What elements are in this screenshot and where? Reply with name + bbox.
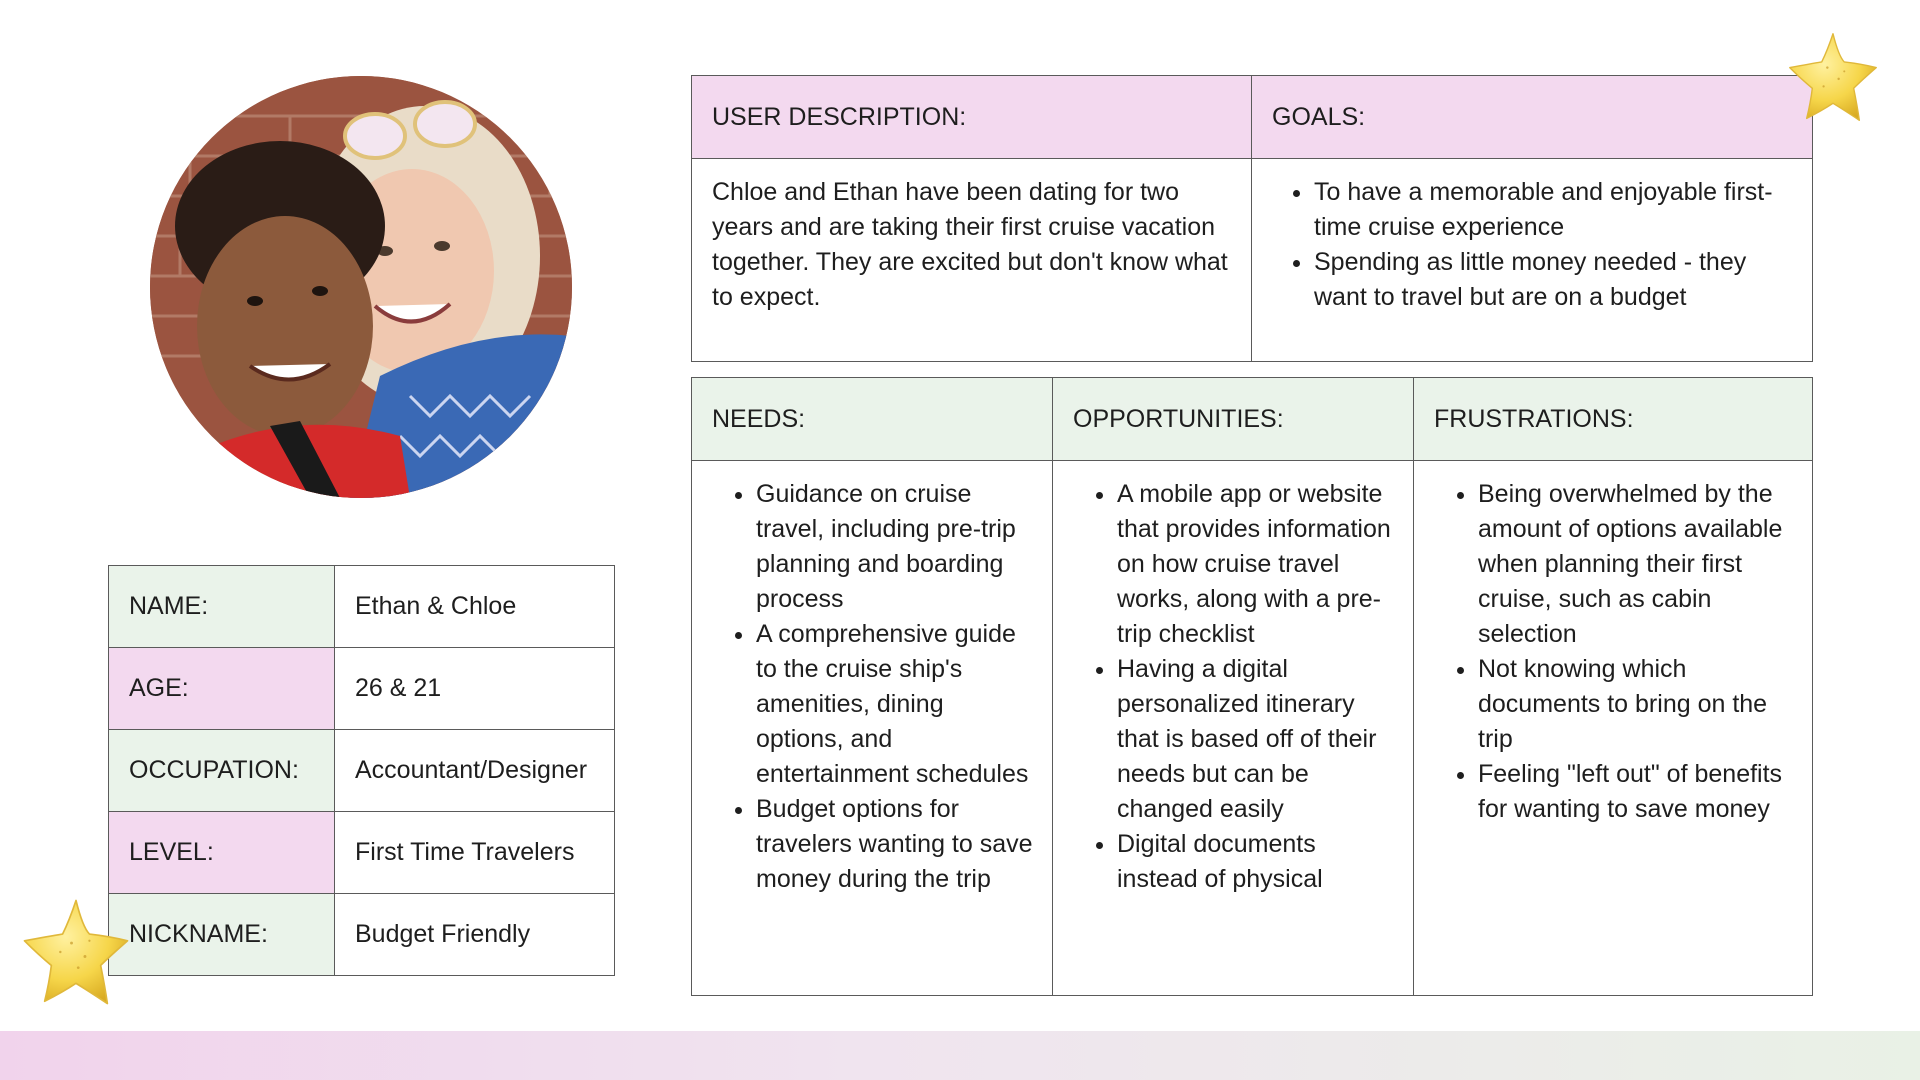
- age-label: AGE:: [109, 648, 335, 730]
- profile-row-age: [109, 648, 615, 730]
- frustrations-list: [1434, 477, 1798, 827]
- frustrations-heading: FRUSTRATIONS:: [1414, 378, 1813, 461]
- opportunities-list: [1073, 477, 1399, 897]
- level-label: LEVEL:: [109, 812, 335, 894]
- need-item: • Guidance on cruise travel, including pre-trip planning and boarding process: [756, 477, 1038, 617]
- name-label: NAME:: [109, 566, 335, 648]
- profile-row-nickname: [109, 894, 615, 976]
- frustration-item: • Being overwhelmed by the amount of options available when planning their first cruise, such as cabin selection: [1478, 477, 1798, 652]
- needs-heading: NEEDS:: [692, 378, 1053, 461]
- name-value: Ethan & Chloe: [335, 566, 615, 648]
- frustration-item: • Feeling "left out" of benefits for wanting to save money: [1478, 757, 1798, 827]
- profile-row-occupation: [109, 730, 615, 812]
- occupation-value: Accountant/Designer: [335, 730, 615, 812]
- frustration-item: • Not knowing which documents to bring on the trip: [1478, 652, 1798, 757]
- needs-list: [712, 477, 1038, 897]
- nickname-value: Budget Friendly: [335, 894, 615, 976]
- level-value: First Time Travelers: [335, 812, 615, 894]
- persona-photo: [150, 76, 572, 498]
- user-description-text: Chloe and Ethan have been dating for two years and are taking their first cruise vacation together. They are excited but don't know what to expect.: [692, 159, 1252, 362]
- needs-cell: [692, 461, 1053, 996]
- profile-table: [108, 565, 615, 976]
- nickname-label: NICKNAME:: [109, 894, 335, 976]
- goal-item: • To have a memorable and enjoyable first-time cruise experience: [1314, 175, 1792, 245]
- goals-list: [1272, 175, 1792, 315]
- goal-item: • Spending as little money needed - they want to travel but are on a budget: [1314, 245, 1792, 315]
- opportunity-item: • Having a digital personalized itinerary that is based off of their needs but can be changed easily: [1117, 652, 1399, 827]
- description-goals-table: [691, 75, 1813, 362]
- star-icon: [20, 896, 132, 1008]
- star-icon: [1786, 30, 1880, 124]
- profile-row-level: [109, 812, 615, 894]
- age-value: 26 & 21: [335, 648, 615, 730]
- opportunities-heading: OPPORTUNITIES:: [1053, 378, 1414, 461]
- need-item: • Budget options for travelers wanting to save money during the trip: [756, 792, 1038, 897]
- opportunity-item: • Digital documents instead of physical: [1117, 827, 1399, 897]
- opportunity-item: • A mobile app or website that provides information on how cruise travel works, along with a pre-trip checklist: [1117, 477, 1399, 652]
- user-description-heading: USER DESCRIPTION:: [692, 76, 1252, 159]
- goals-heading: GOALS:: [1252, 76, 1813, 159]
- occupation-label: OCCUPATION:: [109, 730, 335, 812]
- profile-row-name: [109, 566, 615, 648]
- need-item: • A comprehensive guide to the cruise ship's amenities, dining options, and entertainment schedules: [756, 617, 1038, 792]
- footer-band: [0, 1031, 1920, 1080]
- goals-cell: [1252, 159, 1813, 362]
- needs-opportunities-frustrations-table: [691, 377, 1813, 996]
- frustrations-cell: [1414, 461, 1813, 996]
- opportunities-cell: [1053, 461, 1414, 996]
